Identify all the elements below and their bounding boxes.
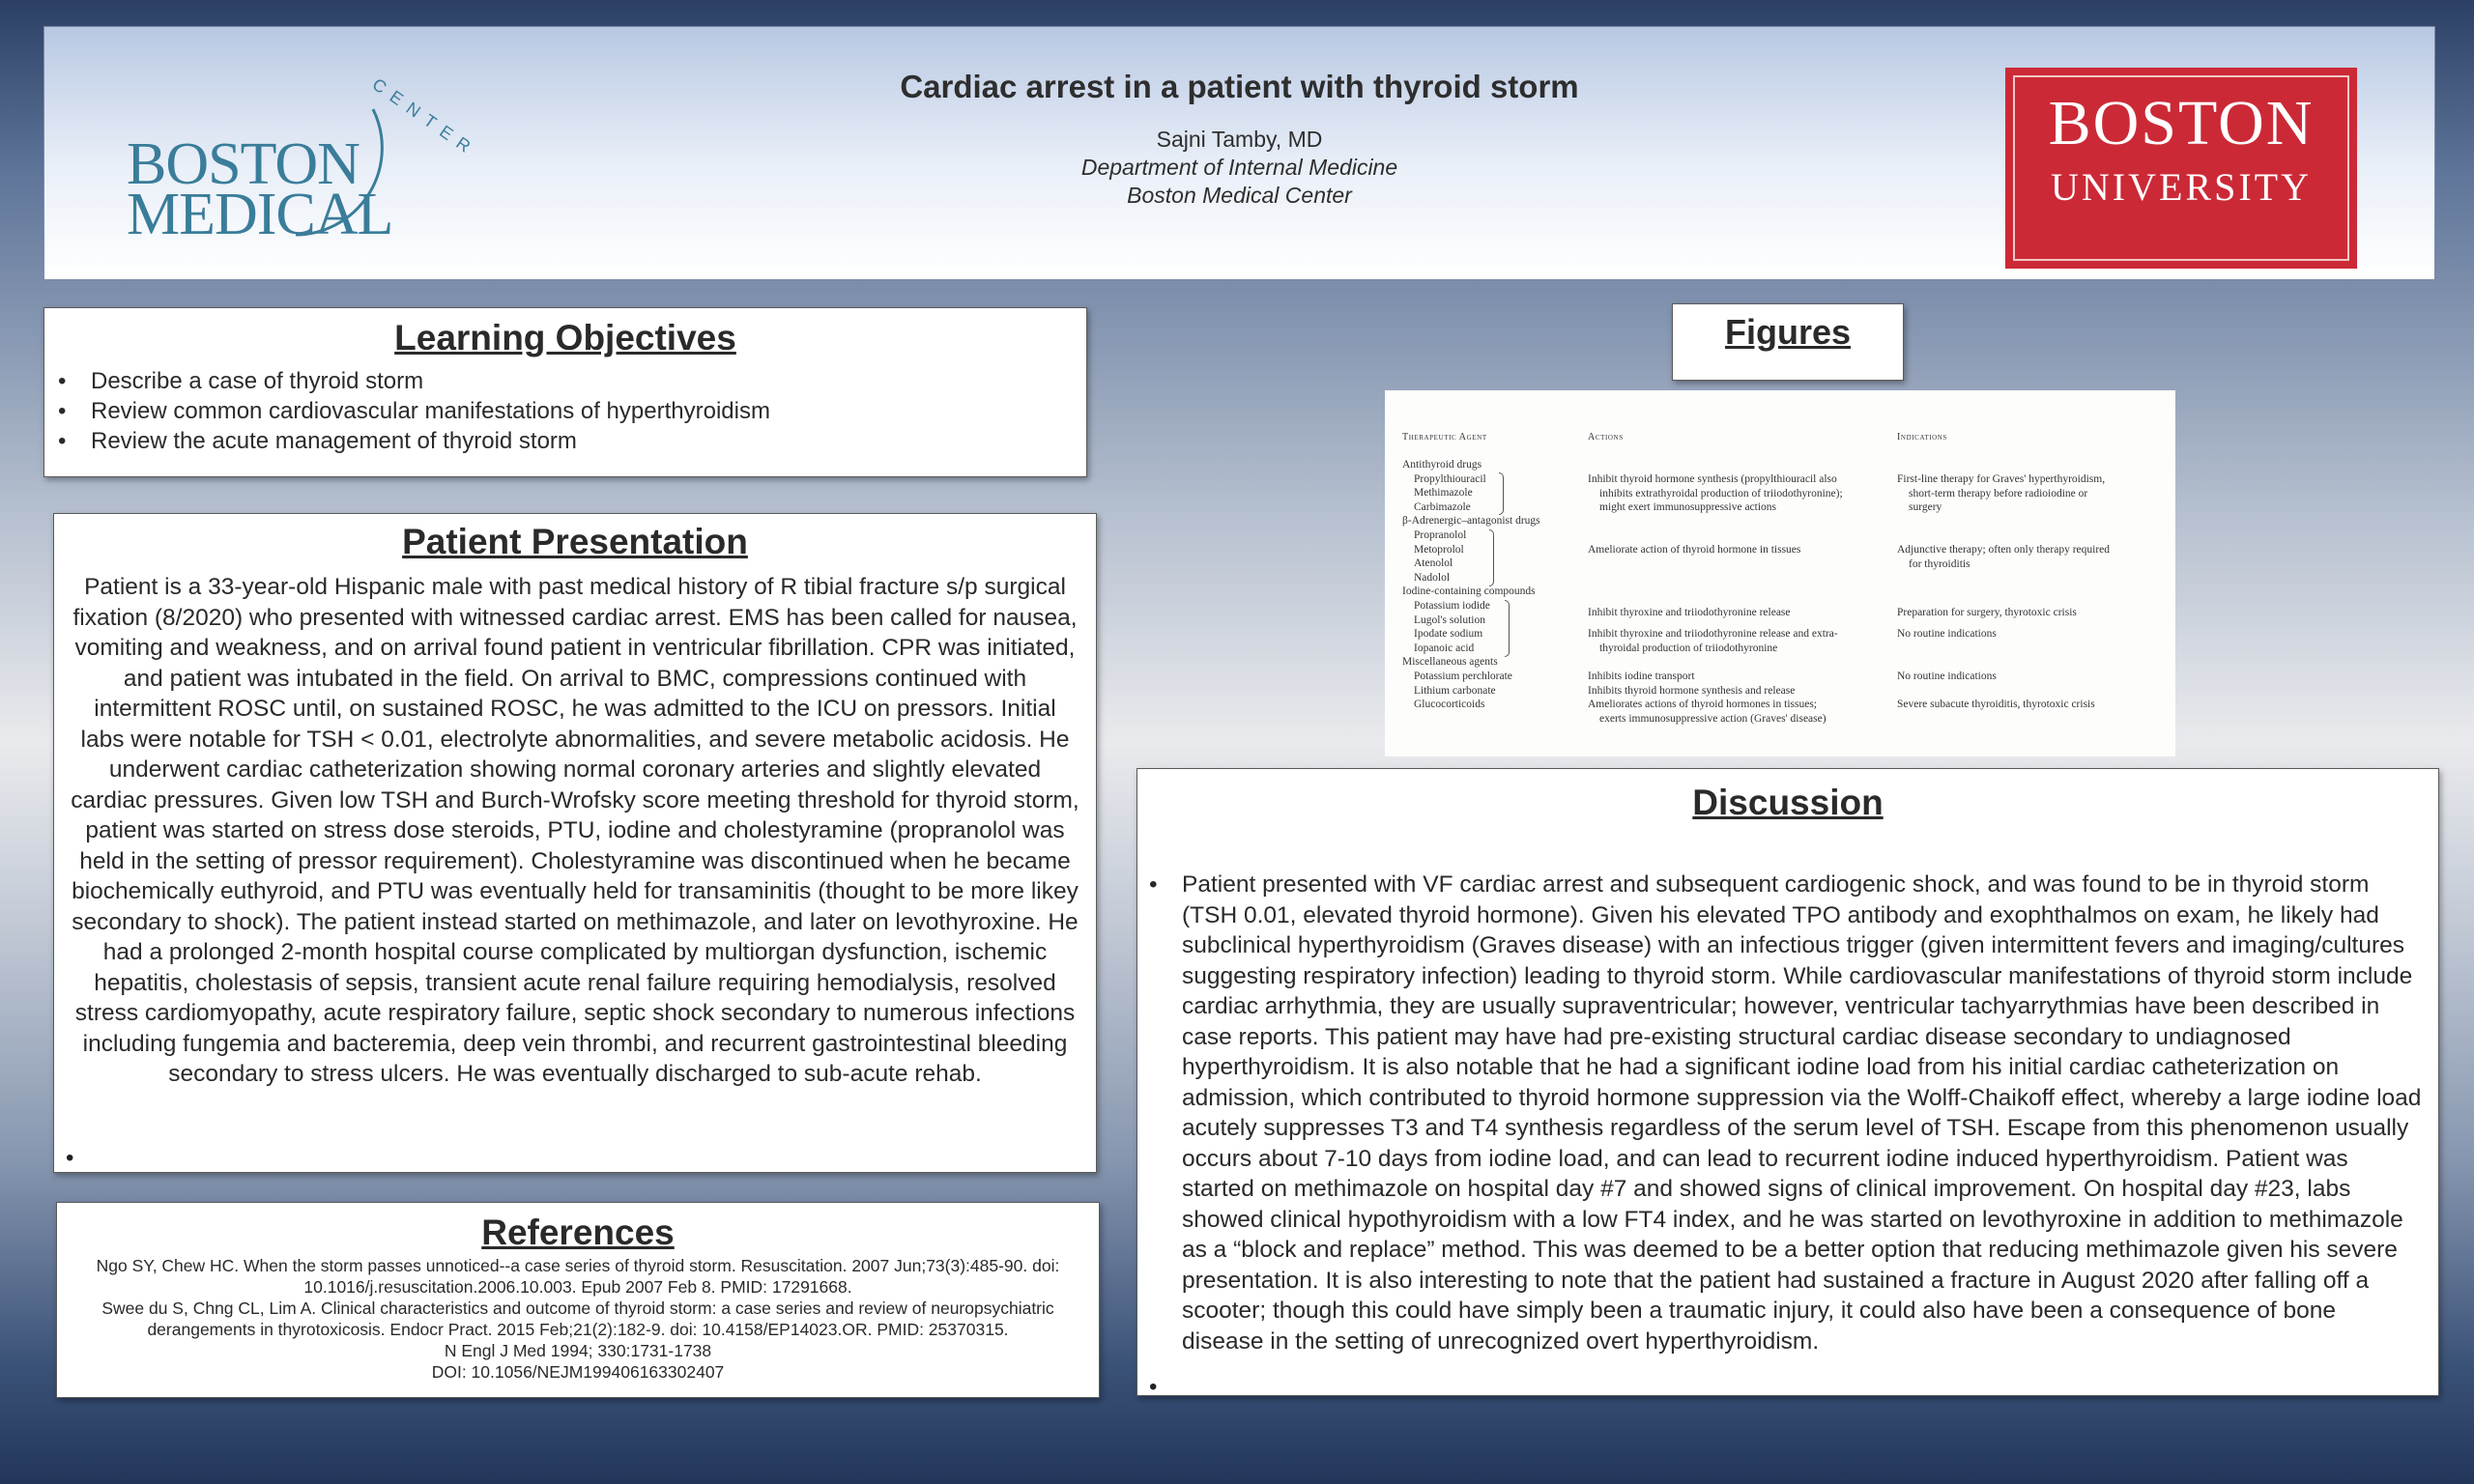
- action-line: Inhibit thyroxine and triiodothyronine release: [1588, 607, 1791, 618]
- empty-bullet: •: [66, 1145, 74, 1171]
- indication-line: for thyroiditis: [1909, 557, 1971, 570]
- patient-presentation-panel: [53, 513, 1097, 1173]
- column-header-agent: Therapeutic Agent: [1402, 432, 1487, 442]
- indication-group: [1897, 698, 2095, 712]
- agent-item: Propylthiouracil: [1414, 472, 1486, 485]
- column-header-indications: Indications: [1897, 432, 1947, 442]
- action-line: Ameliorate action of thyroid hormone in tissues: [1588, 544, 1801, 556]
- author-institution: Boston Medical Center: [1127, 183, 1352, 208]
- indication-line: No routine indications: [1897, 628, 1997, 640]
- discussion-panel: [1136, 768, 2439, 1400]
- author-department: Department of Internal Medicine: [1080, 155, 1398, 180]
- agent-column: [1402, 458, 1540, 712]
- reference-item: DOI: 10.1056/NEJM199406163302407: [431, 1362, 725, 1382]
- therapeutic-agents-table-image: [1385, 390, 2175, 756]
- indication-line: surgery: [1909, 501, 1942, 514]
- agent-item: Propranolol: [1414, 528, 1467, 541]
- logo-arc-text: CENTER: [368, 74, 481, 161]
- agent-item: Metoprolol: [1414, 543, 1464, 556]
- author-name: Sajni Tamby, MD: [1156, 127, 1323, 152]
- references-panel: [56, 1202, 1100, 1398]
- logo-line-boston: BOSTON: [2048, 88, 2315, 158]
- agent-item: Potassium perchlorate: [1414, 670, 1512, 682]
- indication-line: Preparation for surgery, thyrotoxic crisis: [1897, 607, 2077, 618]
- boston-university-logo: [2005, 68, 2357, 269]
- action-line: Inhibit thyroid hormone synthesis (propylthiouracil also: [1588, 473, 1837, 485]
- action-group: [1588, 627, 1838, 655]
- empty-bullet: •: [1149, 1374, 1158, 1400]
- brace: [1499, 472, 1504, 515]
- indication-line: Severe subacute thyroiditis, thyrotoxic crisis: [1897, 699, 2095, 710]
- figures-panel: [1672, 303, 1904, 381]
- indication-group: [1897, 543, 2110, 571]
- agent-group: Iodine-containing compounds: [1402, 585, 1536, 598]
- logo-line-medical: MEDICAL: [127, 182, 393, 247]
- indication-line: First-line therapy for Graves' hyperthyroidism,: [1897, 473, 2106, 485]
- poster-title: Cardiac arrest in a patient with thyroid storm: [900, 69, 1579, 104]
- agent-item: Atenolol: [1414, 557, 1453, 570]
- logo-line-university: UNIVERSITY: [2051, 165, 2312, 209]
- indication-group: [1897, 472, 2105, 515]
- brace: [1489, 529, 1494, 586]
- action-group: [1588, 543, 1800, 557]
- presentation-text: Patient is a 33-year-old Hispanic male with past medical history of R tibial fracture s/p surgical fixation (8/2020) who presented with witnessed cardiac arrest. EMS has been called for nausea, vomiting and weakness, and on arrival found patient in ventricular fibrillation. CPR was initiated, and patient was intubated in the field. On arrival to BMC, compressions continued with intermittent ROSC until, on sustained ROSC, he was admitted to the ICU on pressors. Initial labs were notable for TSH < 0.01, electrolyte abnormalities, and severe metabolic acidosis. He underwent cardiac catheterization showing normal coronary arteries and slightly elevated cardiac pressures. Given low TSH and Burch-Wrofsky score meeting threshold for thyroid storm, patient was started on stress dose steroids, PTU, iodine and cholestyramine (propranolol was held in the setting of pressor requirement). Cholestyramine was discontinued when he became biochemically euthyroid, and PTU was eventually held for transaminitis (thought to be more likey secondary to shock). The patient instead started on methimazole, and later on levothyroxine. He had a prolonged 2-month hospital course complicated by multiorgan dysfunction, ischemic hepatitis, cholestasis of sepsis, transient acute renal failure requiring hemodialysis, resolved stress cardiomyopathy, acute respiratory failure, septic shock secondary to numerous infections including fungemia and bacteremia, deep vein thrombi, and recurrent gastrointestinal bleeding secondary to stress ulcers. He was eventually discharged to sub-acute rehab.: [71, 574, 1079, 1087]
- reference-item: Ngo SY, Chew HC. When the storm passes unnoticed--a case series of thyroid storm. Resuscitation. 2007 Jun;73(3):485-90. doi: 10.1016/j.resuscitation.2006.10.003. Epub 2007 Feb 8. PMID: 17291668.: [96, 1256, 1060, 1297]
- indication-group: [1897, 627, 1997, 642]
- section-heading: References: [481, 1213, 675, 1252]
- learning-objectives-panel: [43, 307, 1087, 477]
- column-header-actions: Actions: [1588, 432, 1624, 442]
- indication-line: Adjunctive therapy; often only therapy required: [1897, 544, 2111, 556]
- action-line: thyroidal production of triiodothyronine: [1599, 642, 1778, 654]
- references-list: [67, 1255, 1089, 1383]
- objectives-list: [44, 366, 1086, 456]
- agent-group: β-Adrenergic–antagonist drugs: [1402, 515, 1540, 528]
- agent-item: Lugol's solution: [1414, 614, 1485, 626]
- action-line: Inhibits iodine transport: [1588, 671, 1695, 682]
- action-line: Inhibits thyroid hormone synthesis and release: [1588, 684, 1796, 697]
- reference-item: N Engl J Med 1994; 330:1731-1738: [444, 1341, 712, 1360]
- agent-group: Antithyroid drugs: [1402, 459, 1482, 471]
- reference-item: Swee du S, Chng CL, Lim A. Clinical characteristics and outcome of thyroid storm: a case series and review of neuropsychiatric derangements in thyrotoxicosis. Endocr Pract. 2015 Feb;21(2):182-9. doi: 10.4158/EP14023.OR. PMID: 25370315.: [101, 1298, 1054, 1339]
- action-group: [1588, 670, 1827, 726]
- brace: [1505, 600, 1510, 657]
- section-heading: Figures: [1724, 312, 1852, 352]
- agent-item: Glucocorticoids: [1414, 699, 1485, 711]
- agent-item: Nadolol: [1414, 571, 1451, 584]
- list-item: • Describe a case of thyroid storm: [44, 366, 1086, 396]
- agent-item: Potassium iodide: [1414, 599, 1490, 612]
- action-line: inhibits extrathyroidal production of triiodothyronine);: [1599, 487, 1843, 499]
- section-heading: Learning Objectives: [394, 318, 736, 357]
- agent-item: Methimazole: [1414, 487, 1473, 499]
- action-group: [1588, 472, 1843, 515]
- agent-group: Miscellaneous agents: [1402, 656, 1498, 669]
- action-line: Ameliorates actions of thyroid hormones in tissues;: [1588, 699, 1817, 711]
- action-group: [1588, 606, 1791, 620]
- section-heading: Patient Presentation: [402, 522, 748, 561]
- action-line: exerts immunosuppressive action (Graves' disease): [1599, 712, 1827, 725]
- action-line: might exert immunosuppressive actions: [1599, 501, 1777, 514]
- agent-item: Carbimazole: [1414, 500, 1471, 513]
- indication-line: No routine indications: [1897, 671, 1997, 682]
- discussion-list: [1137, 870, 2438, 1356]
- poster-header: [43, 26, 2435, 280]
- agent-item: Lithium carbonate: [1414, 684, 1496, 697]
- list-item: • Patient presented with VF cardiac arrest and subsequent cardiogenic shock, and was found to be in thyroid storm (TSH 0.01, elevated thyroid hormone). Given his elevated TPO antibody and exophthalmos on exam, he likely had subclinical hyperthyroidism (Graves disease) with an infectious trigger (given intermittent fevers and imaging/cultures suggesting respiratory infection) leading to thyroid storm. While cardiovascular manifestations of thyroid storm include cardiac arrhythmia, they are usually supraventricular; however, ventricular tachyarrythmias have been described in case reports. This patient may have had pre-existing structural cardiac disease secondary to undiagnosed hyperthyroidism. It is also notable that he had a significant iodine load from his initial cardiac catheterization on admission, which contributed to thyroid hormone suppression via the Wolff-Chaikoff effect, whereby a large iodine load acutely suppresses T3 and T4 synthesis regardless of the serum level of TSH. Escape from this phenomenon usually occurs about 7-10 days from iodine load, and can lead to recurrent iodine induced hyperthyroidism. Patient was started on methimazole on hospital day #7 and showed signs of clinical improvement. On hospital day #23, labs showed clinical hypothyroidism with a low FT4 index, and he was started on levothyroxine in addition to methimazole as a “block and replace” method. This was deemed to be a better option that reducing methimazole given his severe presentation. It is also interesting to note that the patient had sustained a fracture in August 2020 after falling off a scooter; though this could have simply been a traumatic injury, it could also have been a consequence of bone disease in the setting of unrecognized overt hyperthyroidism.: [1137, 870, 2438, 1356]
- agent-item: Iopanoic acid: [1414, 642, 1475, 654]
- section-heading: Discussion: [1692, 783, 1884, 822]
- list-item: • Review common cardiovascular manifestations of hyperthyroidism: [44, 396, 1086, 426]
- agent-item: Ipodate sodium: [1414, 628, 1483, 641]
- indication-group: [1897, 670, 1997, 684]
- list-item: • Review the acute management of thyroid storm: [44, 426, 1086, 456]
- logo-line-boston: BOSTON: [127, 131, 360, 197]
- indication-line: short-term therapy before radioiodine or: [1909, 487, 2088, 499]
- action-line: Inhibit thyroxine and triiodothyronine release and extra-: [1588, 628, 1838, 640]
- indication-group: [1897, 606, 2077, 620]
